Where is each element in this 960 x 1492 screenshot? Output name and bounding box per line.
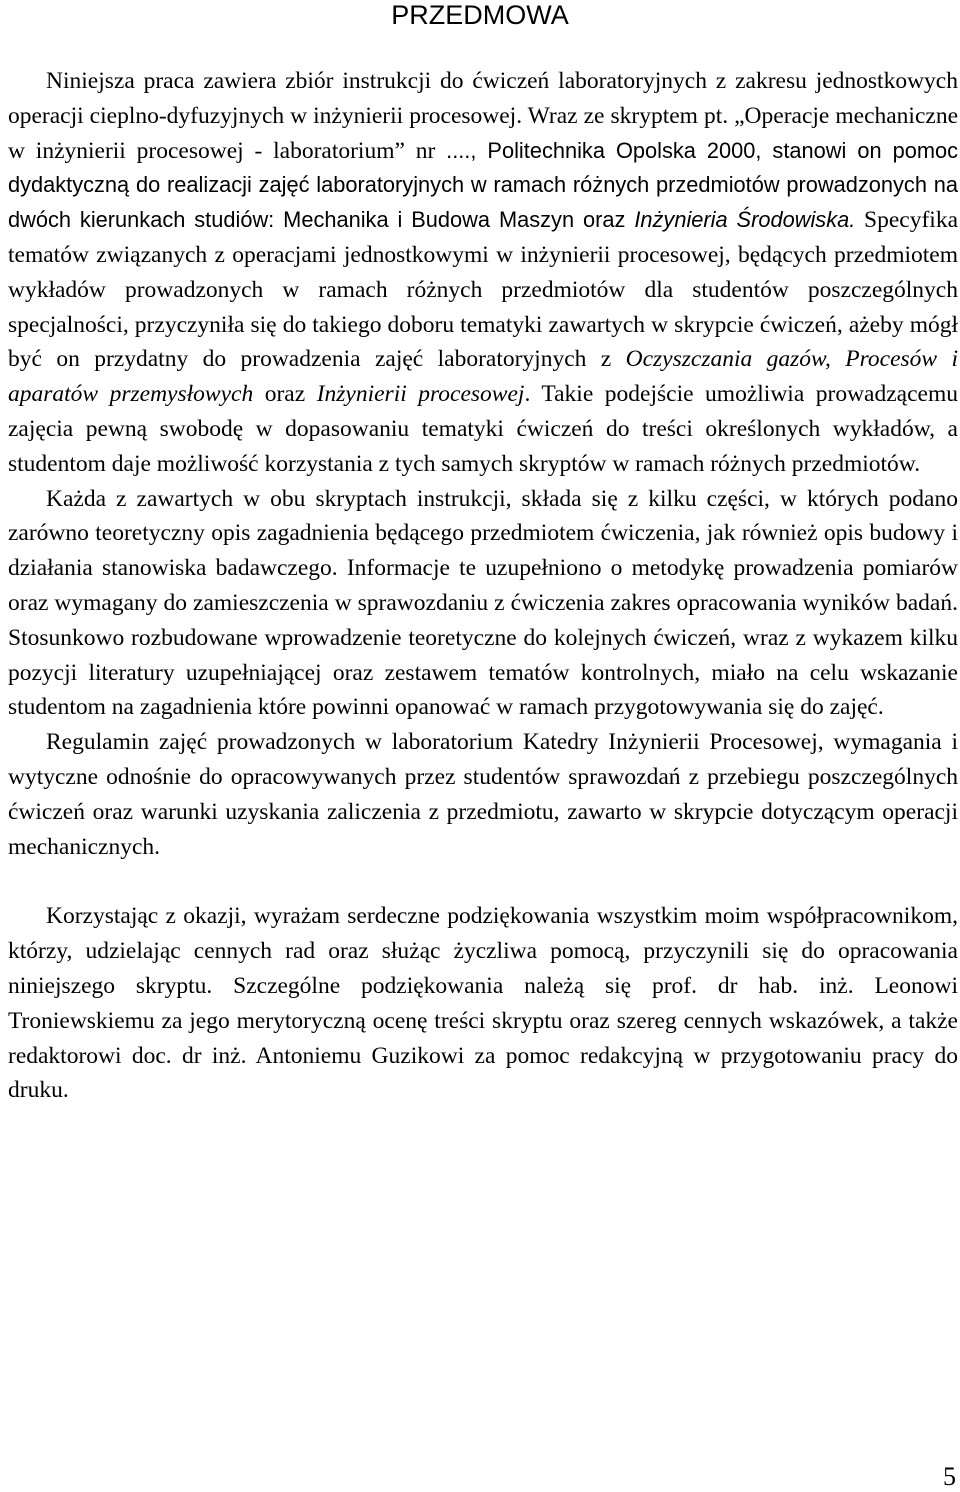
paragraph-instructions: Każda z zawartych w obu skryptach instrukcji, składa się z kilku części, w których podano zarówno teoretyczny opis zagadnienia będącego przedmiotem ćwiczenia, jak również opis budowy i działania stanowiska badawczego. Informacje te uzupełniono o metodykę prowadzenia pomiarów oraz wymagany do zamieszczenia w sprawozdaniu z ćwiczenia zakres opracowania wyników badań. Stosunkowo rozbudowane wprowadzenie teoretyczne do kolejnych ćwiczeń, wraz z wykazem kilku pozycji literatury uzupełniającej oraz zestawem tematów kontrolnych, miało na celu wskazanie studentom na zagadnienia które powinni opanować w ramach przygotowywania się do zajęć. (8, 485, 958, 721)
paragraph-acknowledgements: Korzystając z okazji, wyrażam serdeczne podziękowania wszystkim moim współpracownikom, którzy, udzielając cennych rad oraz służąc życzliwa pomocą, przyczynili się do opracowania niniejszego skryptu. Szczególne podziękowania należą się prof. dr hab. inż. Leonowi Troniewskiemu za jego merytoryczną ocenę treści skryptu oraz szereg cennych wskazówek, a także redaktorowi doc. dr inż. Antoniemu Guzikowi za pomoc redakcyjną w przygotowaniu pracy do druku. (8, 903, 958, 1104)
page-title: PRZEDMOWA (391, 0, 569, 30)
text-segment: . Takie podejście umożliwia prowadzącemu zajęcia pewną swobodę w dopasowaniu tematyki ćwiczeń do treści określonych wykładów, a studentom daje możliwość korzystania z tych samych skryptów w ramach różnych przedmiotów. (8, 381, 958, 477)
paragraph-intro (8, 64, 958, 482)
text-segment-italic: , (824, 346, 846, 373)
body-text (8, 64, 958, 1108)
text-segment: Specyfika tematów związanych z operacjami jednostkowymi w inżynierii procesowej, będących przedmiotem wykładów prowadzonych w ramach różnych przedmiotów dla studentów poszczególnych specjalności, przyczyniła się do takiego doboru tematyki zawartych w skrypcie ćwiczeń, ażeby mógł być on przydatny do prowadzenia zajęć laboratoryjnych z (8, 207, 959, 373)
paragraph-gap (8, 864, 958, 899)
text-segment-italic: Inżynierii procesowej (316, 381, 525, 408)
text-segment-italic: Procesów i aparatów przemysłowych (8, 346, 959, 408)
text-segment-italic: Inżynieria Środowiska. (634, 207, 856, 233)
text-segment: oraz (253, 381, 317, 408)
page-number: 5 (943, 1462, 956, 1491)
text-segment-italic: Oczyszczania gazów (625, 346, 825, 373)
text-segment-sans: ...., Politechnika Opolska 2000, stanowi on pomoc dydaktyczną do realizacji zajęć laboratoryjnych w ramach różnych przedmiotów prowadzonych na dwóch kierunkach studiów: Mechanika i Budowa Maszyn oraz (8, 137, 958, 233)
paragraph-regulations: Regulamin zajęć prowadzonych w laboratorium Katedry Inżynierii Procesowej, wymagania i wytyczne odnośnie do opracowywanych przez studentów sprawozdań z przebiegu poszczególnych ćwiczeń oraz warunki uzyskania zaliczenia z przedmiotu, zawarto w skrypcie dotyczącym operacji mechanicznych. (8, 729, 958, 860)
text-segment: Niniejsza praca zawiera zbiór instrukcji do ćwiczeń laboratoryjnych z zakresu jednostkowych operacji cieplno-dyfuzyjnych w inżynierii procesowej. Wraz ze skryptem pt. „Operacje mechaniczne w inżynierii procesowej - laboratorium” nr (8, 68, 958, 164)
